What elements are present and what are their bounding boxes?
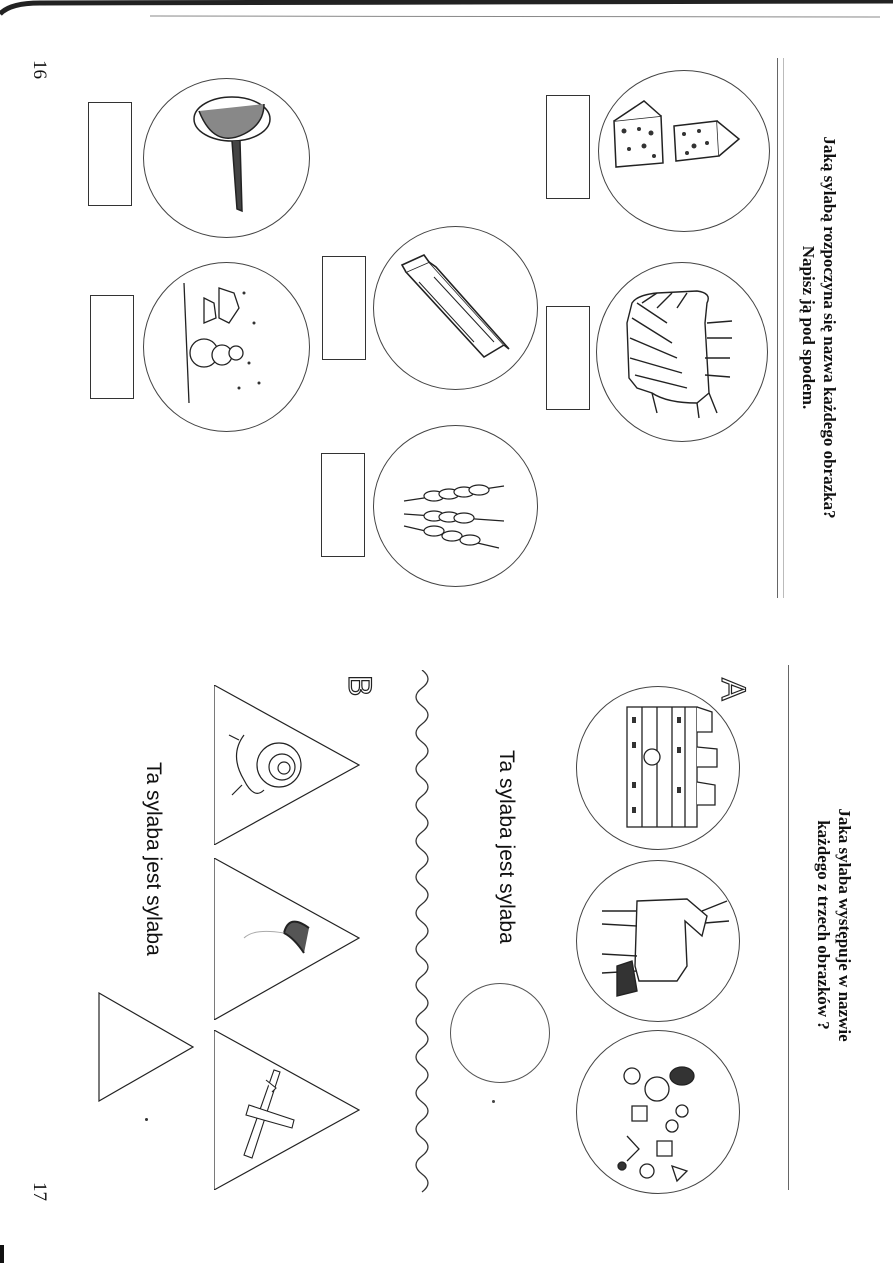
picture-circle-sieve <box>143 78 310 238</box>
horn-icon <box>214 858 360 1020</box>
beam-icon <box>374 227 537 389</box>
page16-instruction-line1: Jaką sylabą rozpoczyna się nazwa każdego obrazka? <box>820 136 839 519</box>
picture-circle-wheat <box>373 425 538 587</box>
goats-icon <box>577 861 739 1021</box>
section-a-letter: A <box>714 678 752 701</box>
wavy-separator <box>408 670 436 1200</box>
picture-circle-beam <box>373 226 538 390</box>
page-number-16: 16 <box>29 60 50 79</box>
picture-circle-zebra <box>596 262 768 442</box>
picture-circle-snowman <box>143 262 310 432</box>
castle-icon <box>577 687 739 849</box>
scan-top-edge <box>0 0 893 18</box>
answer-box-cheese[interactable] <box>546 95 590 199</box>
section-a-answer-circle[interactable] <box>450 983 550 1083</box>
airplane-icon <box>214 1030 360 1190</box>
page17-instruction-line1: Jaka sylaba występuje w nazwie <box>835 808 854 1042</box>
stray-dot <box>145 1118 148 1121</box>
page16-divider <box>777 58 778 598</box>
page17-instruction-line2: każdego z trzech obrazków ? <box>814 820 833 1030</box>
wheat-icon <box>374 426 537 586</box>
section-a-answer-label: Ta sylaba jest sylaba <box>495 750 518 944</box>
page17-divider <box>788 665 789 1190</box>
snail-icon <box>214 685 360 845</box>
toys-icon <box>577 1031 739 1193</box>
picture-circle-goats <box>576 860 740 1022</box>
picture-circle-toys <box>576 1030 740 1194</box>
page16-divider-shadow <box>783 58 784 598</box>
section-b-letter: B <box>342 675 378 697</box>
section-b-answer-label: Ta sylaba jest sylaba <box>142 762 165 956</box>
sieve-icon <box>144 79 309 237</box>
page-number-17: 17 <box>29 1182 50 1201</box>
answer-box-snowman[interactable] <box>90 295 134 399</box>
answer-box-wheat[interactable] <box>321 453 365 557</box>
picture-circle-cheese <box>598 70 770 232</box>
snowman-icon <box>144 263 309 431</box>
binding-mark <box>0 1245 4 1263</box>
page17-instruction <box>813 735 855 1115</box>
picture-triangle-snail <box>214 685 360 845</box>
zebra-icon <box>597 263 767 441</box>
page16-instruction-line2: Napisz ją pod spodem. <box>799 245 818 410</box>
section-b-answer-triangle[interactable] <box>98 992 194 1102</box>
stray-dot-2 <box>492 1100 495 1103</box>
answer-box-sieve[interactable] <box>88 102 132 206</box>
answer-box-zebra[interactable] <box>546 306 590 410</box>
picture-triangle-horn <box>214 858 360 1020</box>
cheese-icon <box>599 71 769 231</box>
picture-triangle-airplane <box>214 1030 360 1190</box>
page16-instruction <box>798 90 840 565</box>
answer-box-beam[interactable] <box>322 256 366 360</box>
picture-circle-castle <box>576 686 740 850</box>
